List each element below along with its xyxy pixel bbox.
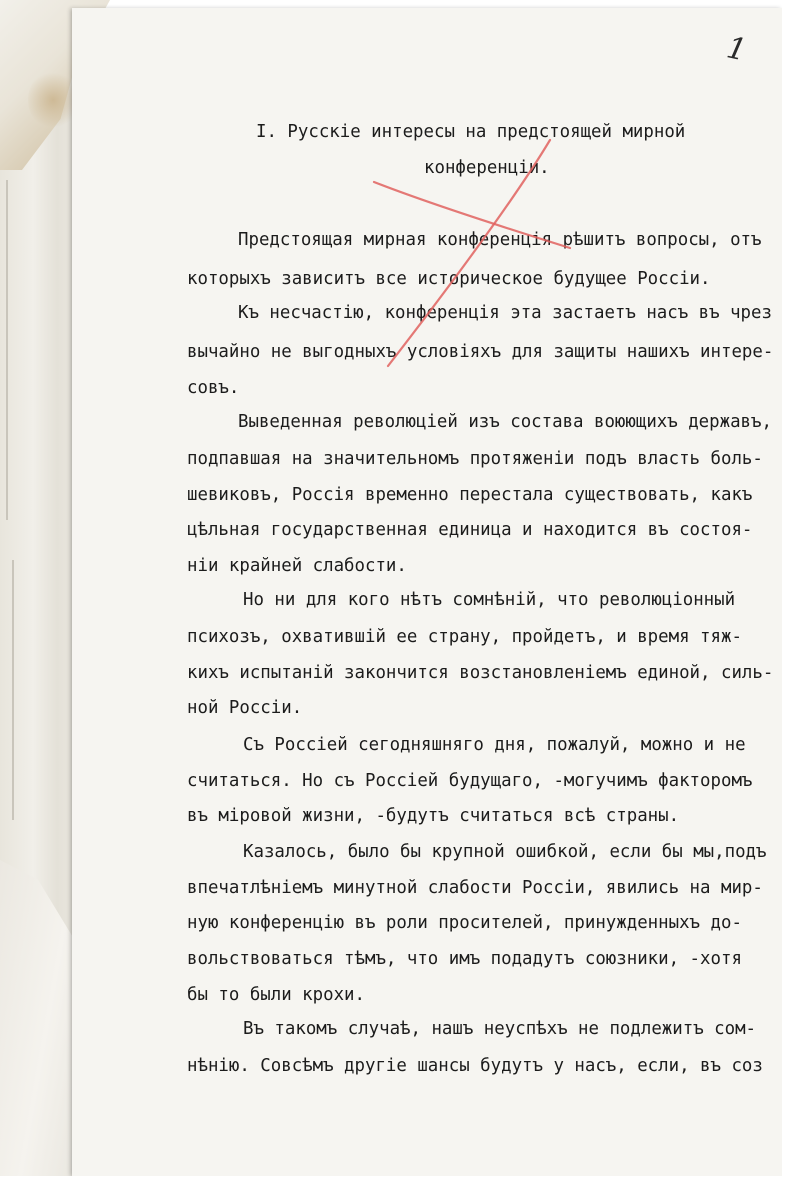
heading-line-2: конференцiи. — [424, 158, 550, 178]
body-line: вольствоваться тѣмъ, что имъ подадутъ союзники, -хотя — [187, 949, 742, 969]
body-line: шевиковъ, Россiя временно перестала существовать, какъ — [187, 485, 753, 505]
page-number: 1 — [723, 30, 750, 69]
body-line: ную конференцiю въ роли просителей, принужденныхъ до- — [187, 913, 742, 933]
body-line: совъ. — [187, 378, 240, 398]
body-line: Къ несчастiю, конференцiя эта застаетъ насъ въ чрез — [238, 303, 772, 323]
body-line: нiи крайней слабости. — [187, 556, 407, 576]
body-line: нѣнiю. Совсѣмъ другiе шансы будутъ у насъ, если, въ соз — [187, 1056, 763, 1076]
body-line: подпавшая на значительномъ протяженiи подъ власть боль- — [187, 449, 763, 469]
body-line: Въ такомъ случаѣ, нашъ неуспѣхъ не подлежитъ сом- — [243, 1019, 757, 1039]
page-edge-line — [6, 180, 8, 520]
body-line: психозъ, охватившiй ее страну, пройдетъ, и время тяж- — [187, 627, 742, 647]
body-line: Казалось, было бы крупной ошибкой, если бы мы,подъ — [243, 842, 767, 862]
body-line: Предстоящая мирная конференцiя рѣшитъ вопросы, отъ — [238, 230, 762, 250]
body-line: бы то были крохи. — [187, 985, 365, 1005]
body-line: Но ни для кого нѣтъ сомнѣнiй, что революцiонный — [243, 590, 736, 610]
body-line: въ мiровой жизни, -будутъ считаться всѣ страны. — [187, 806, 680, 826]
paper-stain — [28, 70, 78, 130]
body-line: Выведенная революцiей изъ состава воюющихъ державъ, — [238, 412, 772, 432]
body-line: вычайно не выгодныхъ условiяхъ для защиты нашихъ интере- — [187, 342, 774, 362]
body-line: которыхъ зависитъ все историческое будущее Россiи. — [187, 269, 711, 289]
page-edge-line — [12, 560, 14, 820]
body-line: кихъ испытанiй закончится возстановленiемъ единой, силь- — [187, 663, 774, 683]
body-line: считаться. Но съ Россiей будущаго, -могучимъ факторомъ — [187, 771, 753, 791]
body-line: Съ Россiей сегодняшняго дня, пожалуй, можно и не — [243, 735, 746, 755]
body-line: ной Россiи. — [187, 698, 303, 718]
bottom-margin — [0, 1176, 805, 1189]
right-margin — [782, 0, 805, 1189]
heading-line-1: I. Русскiе интересы на предстоящей мирной — [256, 122, 686, 142]
body-line: цѣльная государственная единица и находится въ состоя- — [187, 520, 753, 540]
body-line: впечатлѣнiемъ минутной слабости Россiи, явились на мир- — [187, 878, 763, 898]
